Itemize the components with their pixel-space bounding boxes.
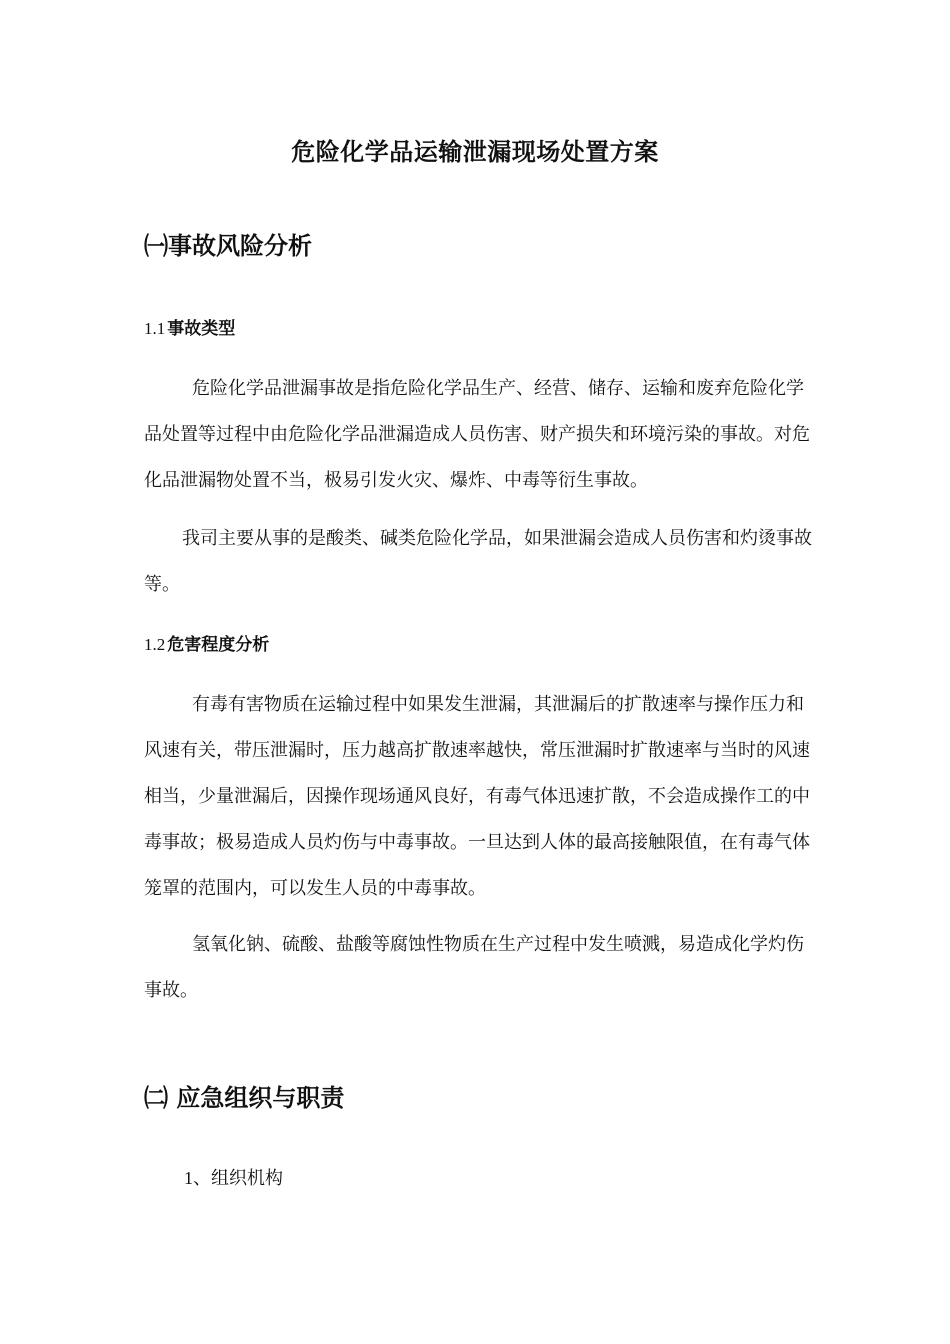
list-item-number: 1 xyxy=(184,1168,193,1188)
subsection-number: 1.1 xyxy=(144,319,166,338)
paragraph-leak-diffusion: 有毒有害物质在运输过程中如果发生泄漏，其泄漏后的扩散速率与操作压力和风速有关，带压泄漏时，压力越高扩散速率越快，常压泄漏时扩散速率与当时的风速相当，少量泄漏后，因操作现场通风良好，有毒气体迅速扩散，不会造成操作工的中毒事故；极易造成人员灼伤与中毒事故。一旦达到人体的最高接触限值，在有毒气体笼罩的范围内，可以发生人员的中毒事故。 xyxy=(144,694,810,899)
paragraph-company-scope: 我司主要从事的是酸类、碱类危险化学品，如果泄漏会造成人员伤害和灼烫事故等。 xyxy=(144,528,812,595)
subsection-number: 1.2 xyxy=(144,635,166,654)
subsection-title: 事故类型 xyxy=(167,319,236,339)
paragraph-corrosive-splash: 氢氧化钠、硫酸、盐酸等腐蚀性物质在生产过程中发生喷溅，易造成化学灼伤事故。 xyxy=(144,934,804,1001)
paragraph-accident-definition: 危险化学品泄漏事故是指危险化学品生产、经营、储存、运输和废弃危险化学品处置等过程中由危险化学品泄漏造成人员伤害、财产损失和环境污染的事故。对危化品泄漏物处置不当，极易引发火灾、爆炸、中毒等衍生事故。 xyxy=(144,378,810,491)
section-heading-emergency-organization: ㈡ 应急组织与职责 xyxy=(144,1084,345,1112)
section-heading-risk-analysis: ㈠事故风险分析 xyxy=(144,232,312,260)
document-title: 危险化学品运输泄漏现场处置方案 xyxy=(291,138,659,166)
subsection-heading-accident-type xyxy=(144,316,235,342)
subsection-heading-hazard-analysis xyxy=(144,632,269,658)
subsection-title: 危害程度分析 xyxy=(167,635,270,655)
list-item-label: 、组织机构 xyxy=(193,1168,283,1189)
list-item-organization-structure xyxy=(184,1164,283,1193)
